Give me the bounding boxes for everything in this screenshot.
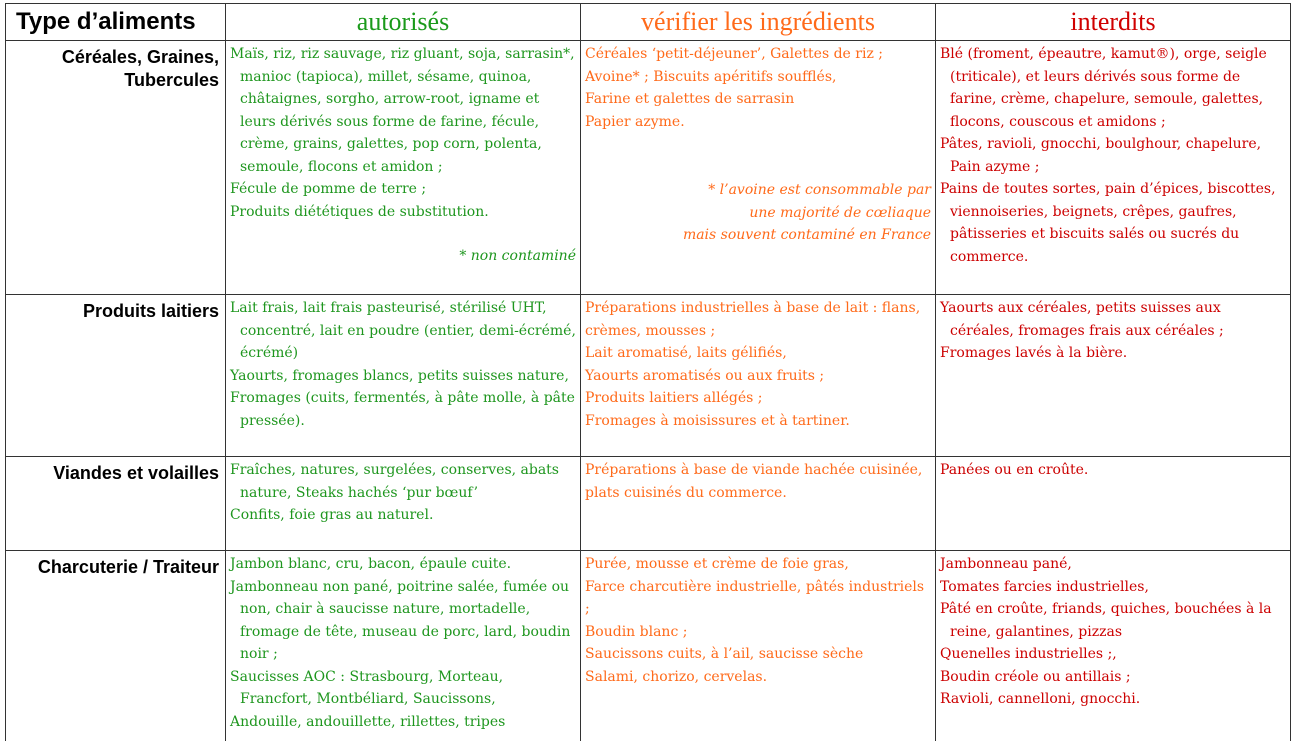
list-item: Confits, foie gras au naturel. bbox=[230, 507, 434, 523]
row-type: Produits laitiers bbox=[6, 295, 226, 457]
list-item: Saucissons cuits, à l’ail, saucisse sèche bbox=[585, 646, 864, 662]
list-item: Jambonneau pané, bbox=[940, 556, 1072, 572]
row-type: Charcuterie / Traiteur bbox=[6, 551, 226, 741]
row-type: Céréales, Graines, Tubercules bbox=[6, 41, 226, 295]
list-item: Produits diététiques de substitution. bbox=[230, 203, 489, 220]
check-cell bbox=[581, 295, 936, 457]
list-item: Pâtes, ravioli, gnocchi, boulghour, chapelure, Pain azyme ; bbox=[940, 136, 1262, 175]
list-item: Fromages (cuits, fermentés, à pâte molle, à pâte pressée). bbox=[230, 390, 575, 429]
list-item: Céréales ‘petit-déjeuner’, Galettes de riz ; bbox=[585, 46, 883, 62]
check-cell bbox=[581, 457, 936, 551]
list-item: Yaourts aux céréales, petits suisses aux céréales, fromages frais aux céréales ; bbox=[940, 300, 1224, 339]
list-item: Produits laitiers allégés ; bbox=[585, 390, 763, 406]
table-row bbox=[6, 41, 1291, 295]
table-row bbox=[6, 551, 1291, 741]
food-table bbox=[5, 3, 1291, 741]
list-item: Yaourts aromatisés ou aux fruits ; bbox=[585, 367, 825, 384]
footnote: * non contaminé bbox=[459, 248, 576, 264]
header-row bbox=[6, 4, 1291, 41]
allowed-cell bbox=[226, 457, 581, 551]
list-item: Jambonneau non pané, poitrine salée, fumée ou non, chair à saucisse nature, mortadelle, fromage de tête, museau de porc, lard, boudin noir ; bbox=[230, 578, 571, 662]
footnote: mais souvent contaminé en France bbox=[682, 227, 931, 243]
list-item: Saucisses AOC : Strasbourg, Morteau, Francfort, Montbéliard, Saucissons, bbox=[230, 668, 504, 707]
list-item: Lait aromatisé, laits gélifiés, bbox=[585, 345, 787, 361]
row-type: Viandes et volailles bbox=[6, 457, 226, 551]
list-item: Avoine* ; Biscuits apéritifs soufflés, bbox=[585, 68, 837, 85]
list-item: Pains de toutes sortes, pain d’épices, biscottes, viennoiseries, beignets, crêpes, gaufres, pâtisseries et biscuits salés ou sucrés du commerce. bbox=[940, 181, 1276, 265]
table-row bbox=[6, 457, 1291, 551]
list-item: Fromages lavés à la bière. bbox=[940, 345, 1128, 361]
allowed-cell bbox=[226, 551, 581, 741]
list-item: Pâté en croûte, friands, quiches, bouchées à la reine, galantines, pizzas bbox=[940, 601, 1272, 640]
header-check: vérifier les ingrédients bbox=[581, 4, 936, 41]
list-item: Ravioli, cannelloni, gnocchi. bbox=[940, 691, 1141, 707]
forbidden-cell bbox=[936, 457, 1291, 551]
list-item: Panées ou en croûte. bbox=[940, 462, 1089, 478]
list-item: Maïs, riz, riz sauvage, riz gluant, soja, sarrasin*, manioc (tapioca), millet, sésame, quinoa, châtaignes, sorgho, arrow-root, igname et leurs dérivés sous forme de farine, fécule, crème, grains, galettes, pop corn, polenta, semoule, flocons et amidon ; bbox=[230, 46, 575, 175]
forbidden-cell bbox=[936, 551, 1291, 741]
header-forbidden: interdits bbox=[936, 4, 1291, 41]
list-item: Farce charcutière industrielle, pâtés industriels ; bbox=[585, 578, 925, 617]
list-item: Préparations à base de viande hachée cuisinée, plats cuisinés du commerce. bbox=[585, 462, 923, 501]
list-item: Jambon blanc, cru, bacon, épaule cuite. bbox=[230, 556, 512, 572]
list-item: Andouille, andouillette, rillettes, tripes bbox=[230, 713, 506, 730]
check-cell bbox=[581, 41, 936, 295]
list-item: Quenelles industrielles ;, bbox=[940, 646, 1117, 662]
list-item: Boudin créole ou antillais ; bbox=[940, 668, 1131, 685]
list-item: Lait frais, lait frais pasteurisé, stérilisé UHT, concentré, lait en poudre (entier, demi-écrémé, écrémé) bbox=[230, 300, 576, 361]
list-item: Papier azyme. bbox=[585, 113, 685, 130]
list-item: Salami, chorizo, cervelas. bbox=[585, 668, 768, 685]
header-type: Type d’aliments bbox=[6, 4, 226, 41]
check-cell bbox=[581, 551, 936, 741]
header-allowed: autorisés bbox=[226, 4, 581, 41]
table-row bbox=[6, 295, 1291, 457]
list-item: Tomates farcies industrielles, bbox=[940, 578, 1149, 595]
list-item: Fécule de pomme de terre ; bbox=[230, 181, 427, 197]
list-item: Fraîches, natures, surgelées, conserves, abats nature, Steaks hachés ‘pur bœuf’ bbox=[230, 462, 559, 501]
list-item: Boudin blanc ; bbox=[585, 623, 688, 640]
list-item: Farine et galettes de sarrasin bbox=[585, 91, 795, 107]
list-item: Préparations industrielles à base de lait : flans, crèmes, mousses ; bbox=[585, 300, 921, 339]
list-item: Blé (froment, épeautre, kamut®), orge, seigle (triticale), et leurs dérivés sous forme de farine, crème, chapelure, semoule, galettes, flocons, couscous et amidons ; bbox=[940, 46, 1267, 130]
allowed-cell bbox=[226, 41, 581, 295]
list-item: Yaourts, fromages blancs, petits suisses nature, bbox=[230, 367, 569, 384]
list-item: Fromages à moisissures et à tartiner. bbox=[585, 412, 850, 429]
footnote: une majorité de cœliaque bbox=[749, 204, 931, 221]
forbidden-cell bbox=[936, 295, 1291, 457]
allowed-cell bbox=[226, 295, 581, 457]
footnote: * l’avoine est consommable par bbox=[708, 182, 931, 198]
list-item: Purée, mousse et crème de foie gras, bbox=[585, 556, 849, 572]
forbidden-cell bbox=[936, 41, 1291, 295]
